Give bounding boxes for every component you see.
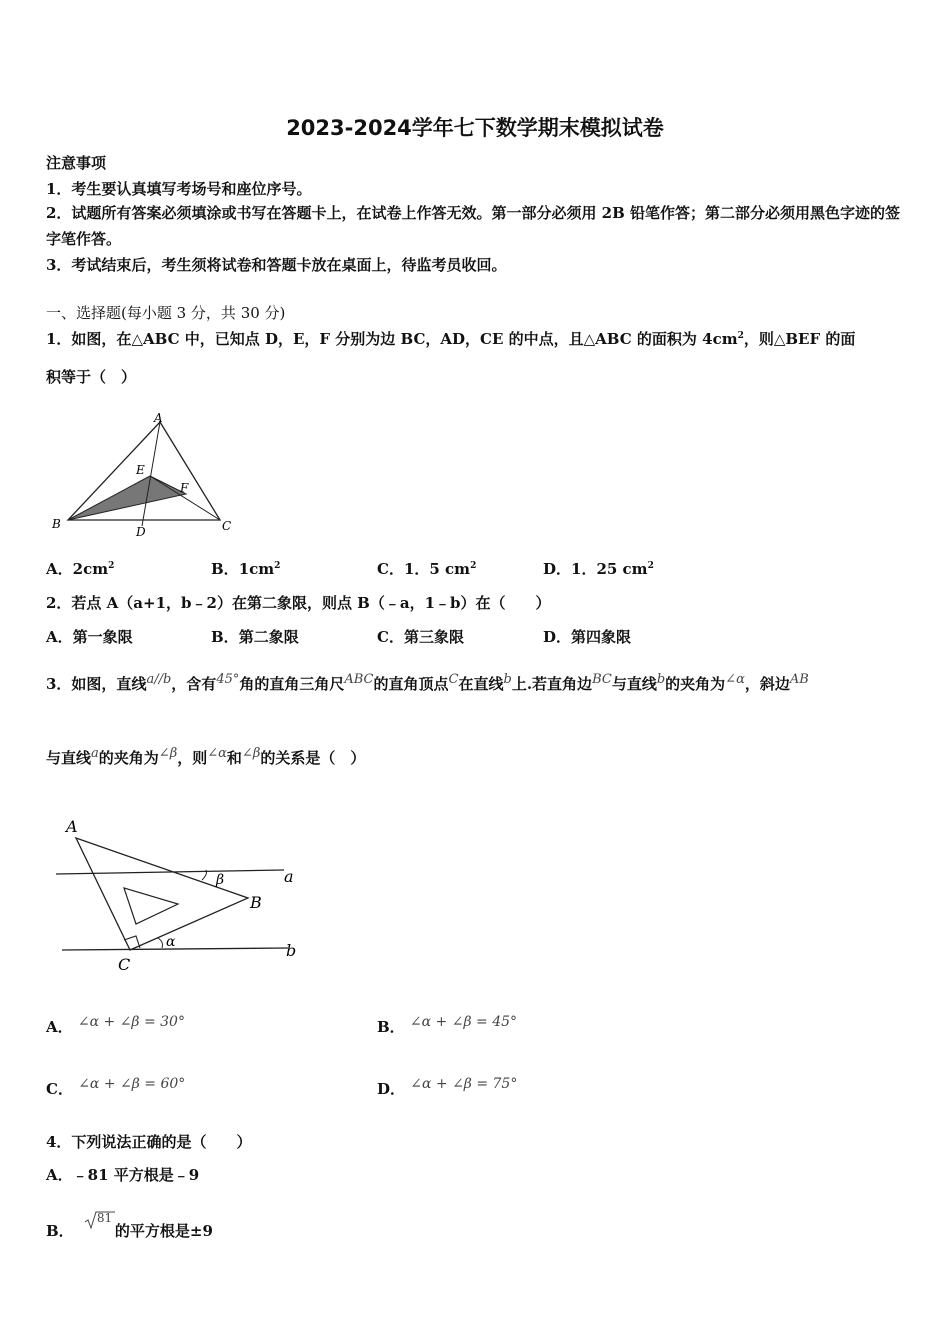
q3-label-alpha: α: [166, 934, 176, 950]
q4-stem: 4．下列说法正确的是（ ）: [46, 1133, 252, 1151]
q1-shaded-triangle-bef: [68, 476, 186, 520]
q1-option-a-text: 2cm: [72, 560, 109, 578]
q2-option-a-text: 第一象限: [72, 628, 133, 646]
q3-text-9: ，斜边: [744, 675, 790, 693]
q1-stem-pre: 1．如图，在△ABC 中，已知点 D，E，F 分别为边 BC，AD，CE 的中点，且△ABC 的面积为 4cm: [46, 330, 738, 348]
q3-math-beta: ∠β: [158, 746, 178, 761]
q3-text-3: 角的直角三角尺: [239, 675, 345, 693]
q2-option-b: [211, 626, 299, 647]
q3-stem-line1: [46, 672, 809, 694]
q3-option-a-letter: A．: [46, 1018, 73, 1036]
q3-label-line-a: a: [284, 867, 294, 886]
q1-option-c-text: 1．5 cm: [403, 560, 471, 578]
q3-math-parallel: a//b: [146, 672, 172, 687]
q3-math-b2: b: [656, 672, 666, 687]
q1-stem-line2: 积等于（ ）: [46, 368, 137, 386]
q1-option-a: [46, 558, 114, 579]
q4-option-b: [46, 1210, 213, 1241]
q3-math-b: b: [503, 672, 512, 687]
q2-stem: 2．若点 A（a+1，b﹣2）在第二象限，则点 B（﹣a，1﹣b）在（ ）: [46, 594, 551, 612]
q3-label-c-vertex: C: [118, 955, 131, 974]
q2-option-d-letter: D．: [543, 628, 572, 646]
q3-math-alpha: ∠α: [725, 672, 745, 687]
q2-option-c: [377, 626, 464, 647]
q3-text-14: 的关系是（ ）: [260, 749, 366, 767]
q4-option-a-letter: A．: [46, 1166, 73, 1184]
q3-text-6: 上.若直角边: [511, 675, 593, 693]
q2-option-c-letter: C．: [377, 628, 404, 646]
q4-option-b-letter: B．: [46, 1222, 74, 1240]
q1-option-c-sup: 2: [470, 561, 477, 571]
q3-option-d-letter: D．: [377, 1080, 406, 1098]
q2-option-a-letter: A．: [46, 628, 73, 646]
q2-option-b-letter: B．: [211, 628, 239, 646]
q4-option-a: [46, 1164, 199, 1185]
q3-math-c: C: [448, 672, 459, 687]
q3-option-b: [377, 1014, 517, 1037]
q1-label-b: B: [52, 517, 61, 531]
q1-stem-line1: [46, 328, 855, 349]
q3-math-abc: ABC: [344, 672, 374, 687]
q3-text-5: 在直线: [458, 675, 504, 693]
q3-math-a: a: [91, 746, 99, 761]
q3-text-7: 与直线: [611, 675, 657, 693]
q1-label-c: C: [222, 519, 232, 533]
q1-option-b-text: 1cm: [238, 560, 275, 578]
q1-option-d: [543, 558, 654, 579]
q3-math-ab: AB: [789, 672, 809, 687]
q1-option-d-letter: D．: [543, 560, 572, 578]
q3-option-b-expr: ∠α + ∠β = 45°: [409, 1014, 518, 1030]
q1-label-f: F: [180, 481, 189, 495]
q4-option-a-text: ﹣81 平方根是﹣9: [72, 1166, 200, 1184]
q1-option-c-letter: C．: [377, 560, 404, 578]
q2-option-d-text: 第四象限: [571, 628, 632, 646]
q2-option-b-text: 第二象限: [238, 628, 299, 646]
q2-option-a: [46, 626, 133, 647]
q1-stem-post: ，则△BEF 的面: [743, 330, 856, 348]
q1-option-a-sup: 2: [108, 561, 115, 571]
page-title: 2023-2024学年七下数学期末模拟试卷: [286, 116, 664, 140]
q4-option-b-text: 的平方根是±9: [114, 1222, 213, 1240]
q3-option-a-expr: ∠α + ∠β = 30°: [77, 1014, 185, 1030]
q3-label-line-b: b: [286, 941, 297, 960]
q3-option-c: [46, 1076, 185, 1099]
q3-text-12: ，则: [177, 749, 208, 767]
q3-alpha-arc: [158, 938, 163, 948]
q3-stem-line2: [46, 746, 365, 768]
section-heading: 一、选择题(每小题 3 分，共 30 分): [46, 304, 286, 322]
q3-math-alpha2: ∠α: [207, 746, 227, 761]
q2-option-c-text: 第三象限: [403, 628, 464, 646]
q3-text-4: 的直角顶点: [373, 675, 449, 693]
q1-figure: [46, 408, 246, 540]
q1-option-a-letter: A．: [46, 560, 73, 578]
notice-item-3: 3．考试结束后，考生须将试卷和答题卡放在桌面上，待监考员收回。: [46, 256, 507, 274]
q1-option-d-text: 1．25 cm: [571, 560, 648, 578]
q1-option-c: [377, 558, 476, 579]
q3-option-d: [377, 1076, 517, 1099]
q3-option-a: [46, 1014, 185, 1037]
q3-label-a-vertex: A: [66, 817, 78, 836]
q3-option-d-expr: ∠α + ∠β = 75°: [410, 1076, 518, 1092]
q3-text-10: 与直线: [46, 749, 92, 767]
q1-option-b: [211, 558, 280, 579]
q1-label-a: A: [154, 411, 163, 425]
q3-math-45: 45°: [216, 672, 240, 687]
q4-radicand: 81: [96, 1211, 113, 1225]
q3-text-11: 的夹角为: [98, 749, 159, 767]
notice-heading: 注意事项: [46, 154, 107, 172]
sqrt-icon: [85, 1210, 115, 1230]
q1-label-d: D: [136, 525, 146, 539]
q3-figure: [52, 812, 308, 976]
q1-option-b-letter: B．: [211, 560, 239, 578]
q3-option-c-expr: ∠α + ∠β = 60°: [78, 1076, 186, 1092]
q3-math-bc: BC: [592, 672, 612, 687]
q3-label-beta: β: [216, 872, 225, 888]
q3-option-b-letter: B．: [377, 1018, 405, 1036]
q3-math-beta2: ∠β: [241, 746, 261, 761]
q3-text-2: ，含有: [171, 675, 217, 693]
notice-item-1: 1．考生要认真填写考场号和座位序号。: [46, 180, 312, 198]
q3-label-b-vertex: B: [250, 893, 262, 912]
q2-option-d: [543, 626, 631, 647]
notice-item-2: 2．试题所有答案必须填涂或书写在答题卡上，在试卷上作答无效。第一部分必须用 2B 铅笔作答；第二部分必须用黑色字迹的签字笔作答。: [46, 204, 901, 248]
q1-label-e: E: [136, 463, 145, 477]
q3-option-c-letter: C．: [46, 1080, 73, 1098]
q1-option-d-sup: 2: [647, 561, 654, 571]
q3-triangle-abc: [76, 838, 248, 950]
q3-text-8: 的夹角为: [665, 675, 726, 693]
q3-text-1: 3．如图，直线: [46, 675, 147, 693]
q3-inner-triangle: [124, 888, 178, 924]
q1-stem-sup: 2: [737, 331, 744, 341]
q3-text-13: 和: [226, 749, 242, 767]
q1-option-b-sup: 2: [274, 561, 281, 571]
